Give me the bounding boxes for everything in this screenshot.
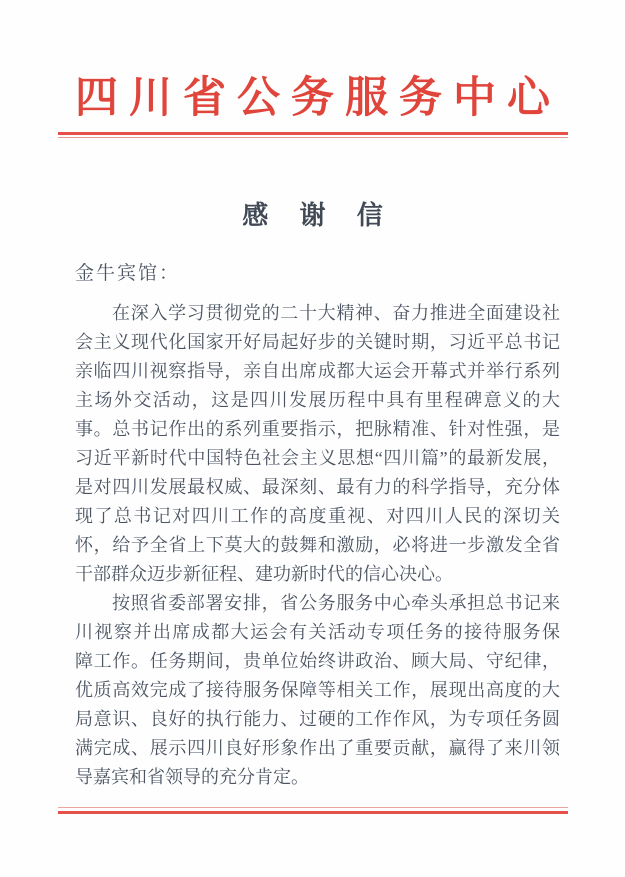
footer-rule-thin [58, 807, 568, 808]
letterhead [0, 0, 625, 138]
body-line: 干部群众迈步新征程、建功新时代的信心决心。 [75, 563, 453, 584]
body-line: 满完成、展示四川良好形象作出了重要贡献，赢得了来川领 [75, 737, 560, 758]
letter-title: 感 谢 信 [242, 200, 395, 231]
body-line: 事。总书记作出的系列重要指示，把脉精准、针对性强，是 [75, 418, 560, 439]
body-line: 优质高效完成了接待服务保障等相关工作，展现出高度的大 [75, 679, 560, 700]
body-line: 现了总书记对四川工作的高度重视、对四川人民的深切关 [75, 505, 560, 526]
footer-rule-thick [58, 811, 568, 814]
body-line: 在深入学习贯彻党的二十大精神、奋力推进全面建设社 [112, 302, 560, 323]
body-line: 局意识、良好的执行能力、过硬的工作作风，为专项任务圆 [75, 708, 560, 729]
body-line: 导嘉宾和省领导的充分肯定。 [75, 766, 309, 787]
letter-salutation: 金牛宾馆： [75, 262, 181, 284]
body-line: 怀，给予全省上下莫大的鼓舞和激励，必将进一步激发全省 [75, 534, 560, 555]
body-line: 主场外交活动，这是四川发展历程中具有里程碑意义的大 [75, 389, 560, 410]
letter-body [75, 299, 560, 792]
body-line: 是对四川发展最权威、最深刻、最有力的科学指导，充分体 [75, 476, 560, 497]
body-line: 按照省委部署安排，省公务服务中心牵头承担总书记来 [112, 592, 560, 613]
body-line: 会主义现代化国家开好局起好步的关键时期，习近平总书记 [75, 331, 560, 352]
letterhead-rule-thin [58, 137, 568, 138]
body-line: 障工作。任务期间，贵单位始终讲政治、顾大局、守纪律， [75, 650, 560, 671]
letterhead-rule-thick [58, 132, 568, 135]
body-line: 习近平新时代中国特色社会主义思想“四川篇”的最新发展， [75, 447, 560, 468]
body-line: 亲临四川视察指导，亲自出席成都大运会开幕式并举行系列 [75, 360, 560, 381]
body-line: 川视察并出席成都大运会有关活动专项任务的接待服务保 [75, 621, 560, 642]
letterhead-org-name: 四川省公务服务中心 [75, 75, 561, 122]
